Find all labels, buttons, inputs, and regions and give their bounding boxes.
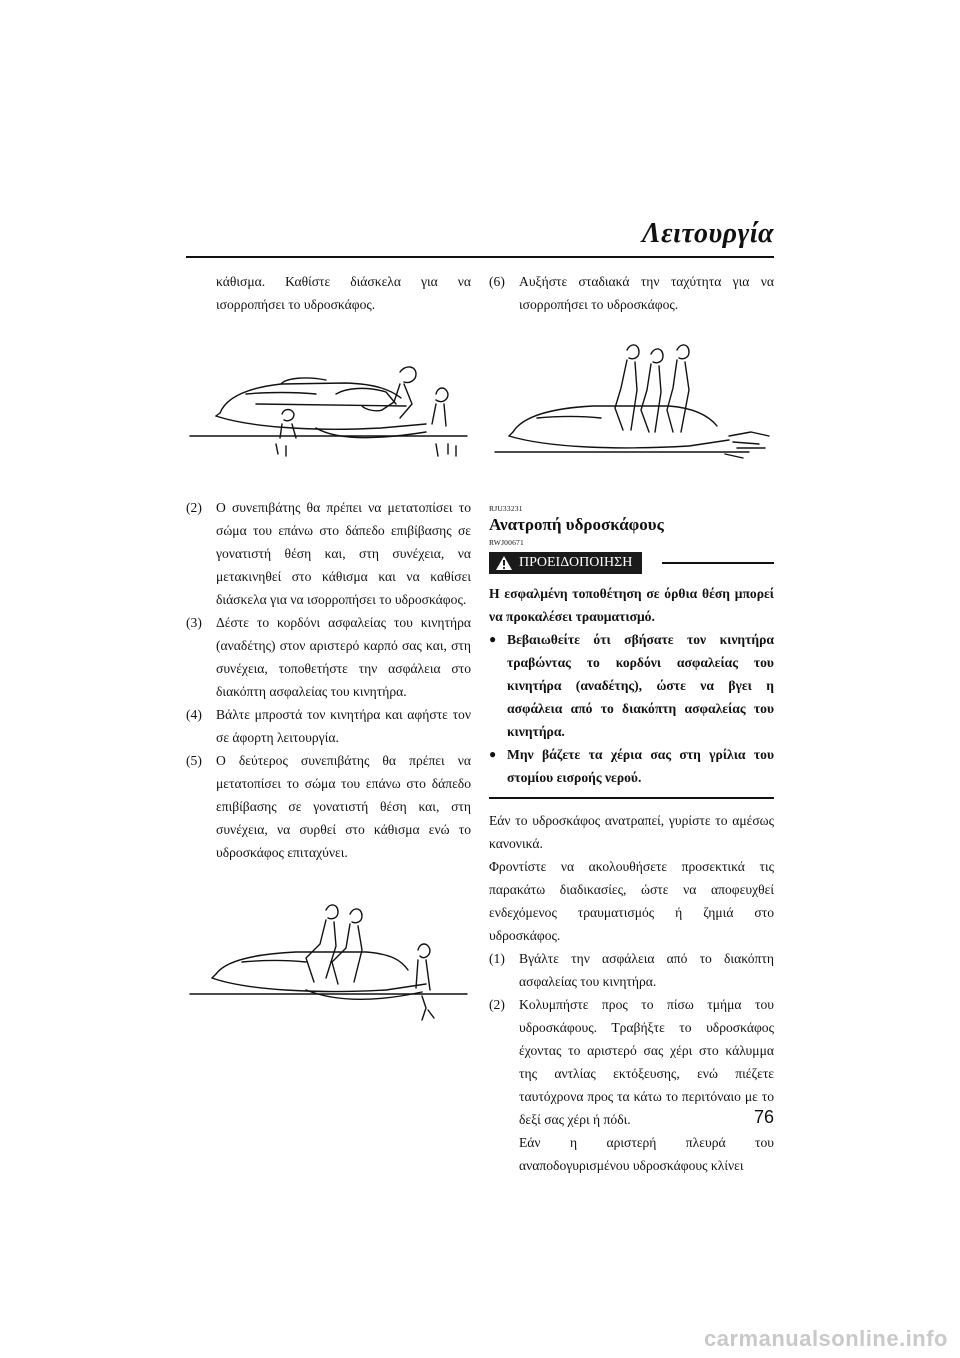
page-header-title: Λειτουργία <box>641 218 774 249</box>
warning-label: ΠΡΟΕΙΔΟΠΟΙΗΣΗ <box>519 555 633 570</box>
list-item: (2) Κολυμπήστε προς το πίσω τμήμα του υδροσκάφους. Τραβήξτε το υδροσκάφος έχοντας το αριστερό σας χέρι στο κάλυμμα της αντλίας εκτόξευσης, ενώ πιέζετε ταυτόχρονα προς τα κάτω το περιτόναιο με το δεξί σας χέρι ή πόδι. <box>489 997 774 1127</box>
jetski-boarding-illustration-2 <box>186 898 471 1048</box>
left-column <box>186 270 471 1066</box>
page-number: 76 <box>753 1107 774 1127</box>
warning-header-rule <box>662 562 774 564</box>
jetski-boarding-illustration-1 <box>186 328 471 478</box>
jetski-riding-illustration <box>489 332 774 482</box>
left-steps-list <box>186 496 471 864</box>
list-item: (1) Βγάλτε την ασφάλεια από το διακόπτη ασφαλείας του κινητήρα. <box>489 951 774 989</box>
warning-bullet: ● Βεβαιωθείτε ότι σβήσατε τον κινητήρα τραβώντας το κορδόνι ασφαλείας του κινητήρα (αναδέτης), ώστε να βγει η ασφάλεια από το διακόπτη ασφαλείας του κινητήρα. <box>489 628 774 743</box>
step2-continuation: Εάν η αριστερή πλευρά του αναποδογυρισμένου υδροσκάφους κλίνει <box>519 1135 774 1173</box>
watermark-text: carmanualsonline.info <box>704 1326 948 1351</box>
capsize-paragraph-2: Φροντίστε να ακολουθήσετε προσεκτικά τις παρακάτω διαδικασίες, ώστε να αποφευχθεί ενδεχόμενος τραυματισμός ή ζημιά στο υδροσκάφος. <box>489 859 774 943</box>
list-item: (3) Δέστε το κορδόνι ασφαλείας του κινητήρα (αναδέτης) στον αριστερό καρπό σας και, στη συνέχεια, τοποθετήστε την ασφάλεια στο διακόπτη ασφαλείας του κινητήρα. <box>186 615 471 699</box>
section-code: RJU33231 <box>489 504 523 513</box>
warning-header <box>489 552 774 574</box>
warning-bullet: ● Μην βάζετε τα χέρια σας στη γρίλια του στομίου εισροής νερού. <box>489 743 774 789</box>
list-item: (4) Βάλτε μπροστά τον κινητήρα και αφήστε τον σε άφορτη λειτουργία. <box>186 707 471 745</box>
bullet-dot-icon: ● <box>489 747 497 761</box>
warning-end-rule <box>489 797 774 799</box>
warning-badge <box>489 552 642 574</box>
list-item: (6) Αυξήστε σταδιακά την ταχύτητα για να ισορροπήσει το υδροσκάφος. <box>489 274 774 312</box>
warning-triangle-icon <box>495 555 513 571</box>
warning-code: RWJ00671 <box>489 538 524 547</box>
section-title: Ανατροπή υδροσκάφους <box>489 515 664 534</box>
header-rule <box>186 256 774 258</box>
list-item: (5) Ο δεύτερος συνεπιβάτης θα πρέπει να μετατοπίσει το σώμα του επάνω στο δάπεδο επιβίβασης σε γονατιστή θέση και, στη συνέχεια, να συρθεί στο κάθισμα ενώ το υδροσκάφος επιταχύνει. <box>186 753 471 860</box>
intro-continuation: κάθισμα. Καθίστε διάσκελα για να ισορροπήσει το υδροσκάφος. <box>216 274 471 312</box>
bullet-dot-icon: ● <box>489 632 497 646</box>
warning-text: Η εσφαλμένη τοποθέτηση σε όρθια θέση μπορεί να προκαλέσει τραυματισμό. <box>489 586 774 624</box>
capsize-paragraph-1: Εάν το υδροσκάφος ανατραπεί, γυρίστε το αμέσως κανονικά. <box>489 813 774 851</box>
right-column <box>489 270 774 1177</box>
list-item: (2) Ο συνεπιβάτης θα πρέπει να μετατοπίσει το σώμα του επάνω στο δάπεδο επιβίβασης σε γονατιστή θέση και, στη συνέχεια, να μετακινηθεί στο κάθισμα και να καθίσει διάσκελα για να ισορροπήσει το υδροσκάφος. <box>186 500 471 607</box>
